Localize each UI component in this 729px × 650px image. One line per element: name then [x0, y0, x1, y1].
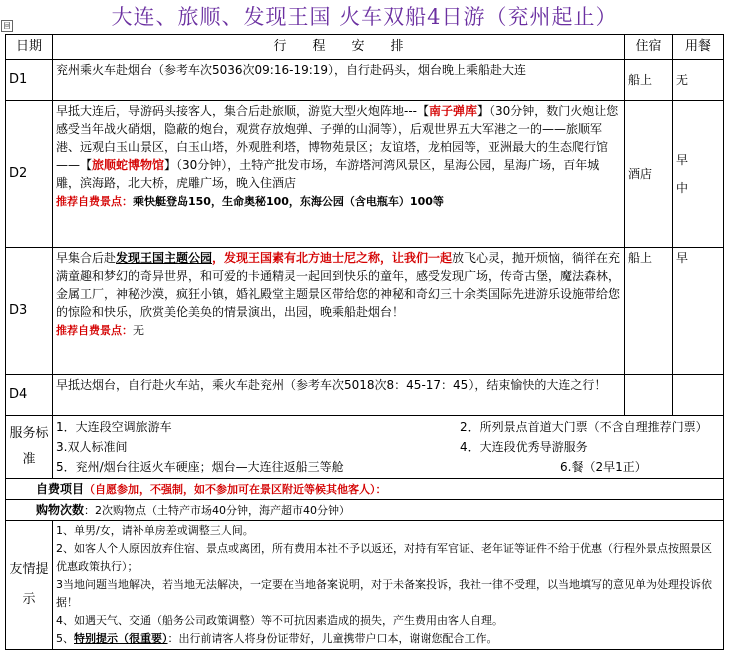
note-item: 1、单男/女，请补单房差或调整三人间。: [56, 524, 254, 537]
day-text-part: 早集合后赴: [56, 251, 117, 265]
shopping-label: 购物次数: [36, 503, 85, 517]
self-pay-label: 自费项目: [36, 482, 85, 496]
day-row-d4: [6, 375, 724, 416]
services-list: [53, 416, 724, 479]
service-item: 1．大连段空调旅游车: [56, 420, 172, 434]
shopping-cell: [6, 500, 724, 521]
day-meal: [673, 101, 724, 248]
day-text-part: 放飞心灵，抛开烦恼，徜徉在充满童趣和梦幻的奇异世界，和可爱的卡通精灵一起回到快乐的童年，感受发现广场，传奇古堡，魔法森林，金属工厂，神秘沙漠，疯狂小镇，婚礼殿堂主题景区带给您的神秘和奇幻三十余类国际先进游乐设施带给您的惊险和快乐，欣赏美伦美奂的情景演出，出园，晚乘船赴烟台！: [56, 251, 621, 319]
day-row-d2: [6, 101, 724, 248]
service-item: 3.双人标准间: [56, 440, 128, 454]
day-hotel: 酒店: [625, 101, 673, 248]
note-item: 3当地问题当地解决，若当地无法解决，一定要在当地备案说明，对于未备案投诉，我社一律不受理，以当地填写的意见单为处理投诉依据！: [56, 578, 712, 609]
day-hotel: 船上: [625, 60, 673, 101]
day-label: D4: [6, 375, 53, 416]
note-item: 4、如遇天气、交通（船务公司政策调整）等不可抗因素造成的损失，产生费用由客人自理。: [56, 614, 503, 627]
day-meal: [673, 375, 724, 416]
header-itinerary: 行 程 安 排: [53, 35, 625, 60]
highlight-attraction: 南子弹库: [429, 104, 478, 118]
service-item: 4．大连段优秀导游服务: [460, 440, 588, 454]
highlight-attraction: 旅顺蛇博物馆: [92, 158, 165, 172]
self-pay-text: （自愿参加，不强制，如不参加可在景区附近等候其他客人）：: [84, 483, 387, 496]
meal-item: 早: [676, 153, 689, 167]
day-itinerary: [53, 60, 625, 101]
notes-row: [6, 521, 724, 650]
highlight-attraction: 发现王国主题公园: [116, 251, 213, 265]
services-row: [6, 416, 724, 479]
day-label: D2: [6, 101, 53, 248]
day-row-d3: [6, 248, 724, 375]
notes-list: [53, 521, 724, 650]
header-row: [6, 35, 724, 60]
day-itinerary: [53, 375, 625, 416]
anchor-mark-icon: 回: [1, 20, 13, 32]
day-text: 早抵达烟台，自行赴火车站，乘火车赴兖州（参考车次5018次8：45-17：45），结束愉快的大连之行！: [56, 378, 607, 392]
highlight-slogan: ，发现王国素有北方迪士尼之称，让我们一起: [212, 251, 453, 265]
day-text-part: 】（30分钟，数门火炮让您感受当年战火硝烟，隐蔽的炮台，观赏存放炮弹、子弹的山洞等），后观世界五大军港之一的——旅顺军港、远观白玉山景区，白玉山塔，外观胜利塔，博物苑景区；友谊塔，龙柏园等，亚洲最大的生态爬行馆——【: [56, 104, 619, 172]
special-notice-label: 特别提示（很重要）: [74, 632, 168, 645]
day-meal: 无: [673, 60, 724, 101]
note-item-special: 5、特别提示（很重要）：出行前请客人将身份证带好，儿童携带户口本，谢谢您配合工作。: [56, 632, 498, 645]
recommend-label: 推荐自费景点：: [56, 324, 133, 337]
self-pay-cell: [6, 479, 724, 500]
day-label: D1: [6, 60, 53, 101]
recommend-value: 无: [133, 324, 144, 337]
header-meal: 用餐: [673, 35, 724, 60]
day-itinerary: [53, 101, 625, 248]
service-item: 2．所列景点首道大门票（不含自理推荐门票）: [460, 420, 708, 434]
itinerary-table: [5, 34, 724, 650]
shopping-row: [6, 500, 724, 521]
self-pay-row: [6, 479, 724, 500]
recommend-label: 推荐自费景点：: [56, 195, 133, 208]
day-meal: 早: [673, 248, 724, 375]
day-itinerary: [53, 248, 625, 375]
shopping-text: ：2次购物点（土特产市场40分钟，海产超市40分钟）: [84, 504, 351, 517]
meal-item: 中: [676, 181, 689, 195]
day-row-d1: [6, 60, 724, 101]
service-item: 6.餐（2早1正）: [560, 460, 647, 474]
notes-label: 友情提示: [6, 521, 53, 650]
page-title: 大连、旅顺、发现王国 火车双船4日游（兖州起止）: [111, 5, 618, 29]
day-hotel: [625, 375, 673, 416]
day-text-part: 早抵大连后，导游码头接客人，集合后赴旅顺，游览大型火炮阵地---【: [56, 104, 429, 118]
note-item: 2、如客人个人原因放弃住宿、景点或离团，所有费用本社不予以返还，对持有军官证、老年证等证件不给于优惠（行程外景点按照景区优惠政策执行）；: [56, 542, 712, 573]
day-hotel: 船上: [625, 248, 673, 375]
header-date: 日期: [6, 35, 53, 60]
recommend-value: 乘快艇登岛150，生命奥秘100，东海公园（含电瓶车）100等: [133, 195, 444, 208]
day-label: D3: [6, 248, 53, 375]
day-text: 兖州乘火车赴烟台（参考车次5036次09:16-19:19），自行赴码头，烟台晚上乘船赴大连: [56, 63, 527, 77]
day-text-part: 】（30分钟），土特产批发市场，车游塔河湾风景区，星海公园，星海广场，百年城雕，滨海路，北大桥，虎雕广场，晚入住酒店: [56, 158, 600, 190]
service-item: 5．兖州/烟台往返火车硬座；烟台—大连往返船三等舱: [56, 460, 344, 474]
header-hotel: 住宿: [625, 35, 673, 60]
services-label: 服务标准: [6, 416, 53, 479]
